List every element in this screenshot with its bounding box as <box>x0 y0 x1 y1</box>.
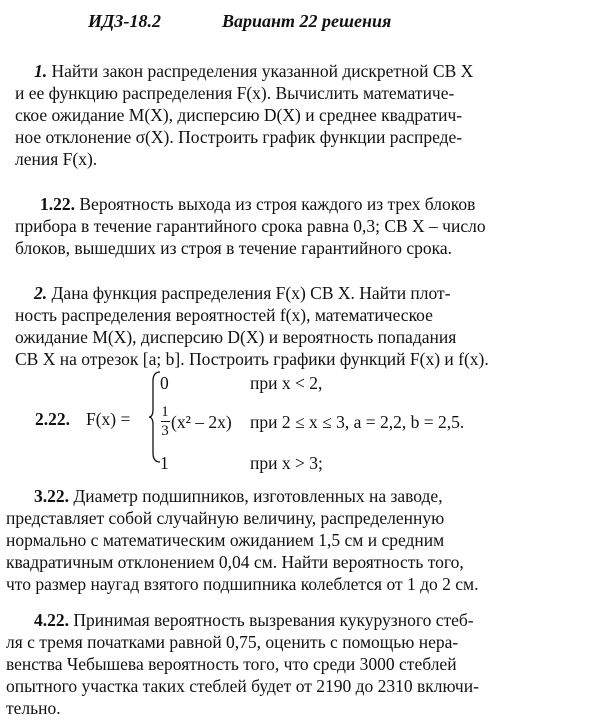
fraction-bar <box>161 421 170 422</box>
problem322-number: 3.22. <box>34 486 69 506</box>
task2-line-1: 2. Дана функция распределения F(x) СВ X. Найти плот- <box>34 283 451 303</box>
case1-value: 0 <box>160 373 169 393</box>
problem422-number: 4.22. <box>34 610 69 630</box>
problem422-line-3: венства Чебышева вероятность того, что среди 3000 стеблей <box>6 654 457 674</box>
problem422-line-4: опытного участка таких стеблей будет от 2190 до 2310 включи- <box>6 676 479 696</box>
task1-line-1: 1. Найти закон распределения указанной дискретной СВ X <box>34 61 474 81</box>
task1-line-5: ления F(x). <box>15 149 98 169</box>
task1-line-4: ное отклонение σ(X). Построить график функции распреде- <box>15 127 463 147</box>
problem122-number: 1.22. <box>40 194 75 214</box>
problem422-line-5: тельно. <box>6 698 61 718</box>
case3-value: 1 <box>160 453 169 473</box>
fraction-denominator: 3 <box>161 423 169 439</box>
problem222-number: 2.22. <box>35 409 70 429</box>
task1-number: 1. <box>34 61 48 81</box>
case2-condition: при 2 ≤ x ≤ 3, a = 2,2, b = 2,5. <box>250 412 465 432</box>
fraction-numerator: 1 <box>161 404 169 420</box>
task1-line-2: и ее функцию распределения F(x). Вычислить математиче- <box>15 83 455 103</box>
function-lhs: F(x) = <box>86 409 131 429</box>
problem322-line-2: представляет собой случайную величину, распределенную <box>6 508 445 528</box>
problem122-line-2: прибора в течение гарантийного срока равна 0,3; СВ X – число <box>15 216 486 236</box>
problem322-line-1: 3.22. Диаметр подшипников, изготовленных на заводе, <box>34 486 443 506</box>
variant-title: Вариант 22 решения <box>222 11 392 31</box>
problem322-line-4: квадратичным отклонением 0,04 см. Найти вероятность того, <box>6 552 464 572</box>
task2-number: 2. <box>34 283 48 303</box>
case2-value: (x² – 2x) <box>171 412 232 432</box>
task2-line-2: ность распределения вероятностей f(x), математическое <box>15 305 433 325</box>
problem422-line-1: 4.22. Принимая вероятность вызревания кукурузного стеб- <box>34 610 474 630</box>
problem122-line-3: блоков, вышедших из строя в течение гарантийного срока. <box>15 238 452 258</box>
case3-condition: при x > 3; <box>250 453 323 473</box>
task2-line-3: ожидание M(X), дисперсию D(X) и вероятность попадания <box>15 327 457 347</box>
case1-condition: при x < 2, <box>250 373 323 393</box>
doc-code: ИДЗ-18.2 <box>88 11 161 31</box>
problem322-line-3: нормально с математическим ожиданием 1,5 см и средним <box>6 530 445 550</box>
problem322-line-5: что размер наугад взятого подшипника колеблется от 1 до 2 см. <box>6 574 479 594</box>
task2-line-4: СВ X на отрезок [a; b]. Построить графики функций F(x) и f(x). <box>15 349 489 369</box>
problem422-line-2: ля с тремя початками равной 0,75, оценить с помощью нера- <box>6 632 459 652</box>
task1-line-3: ское ожидание M(X), дисперсию D(X) и среднее квадратич- <box>15 105 463 125</box>
problem122-line-1: 1.22. Вероятность выхода из строя каждого из трех блоков <box>40 194 476 214</box>
